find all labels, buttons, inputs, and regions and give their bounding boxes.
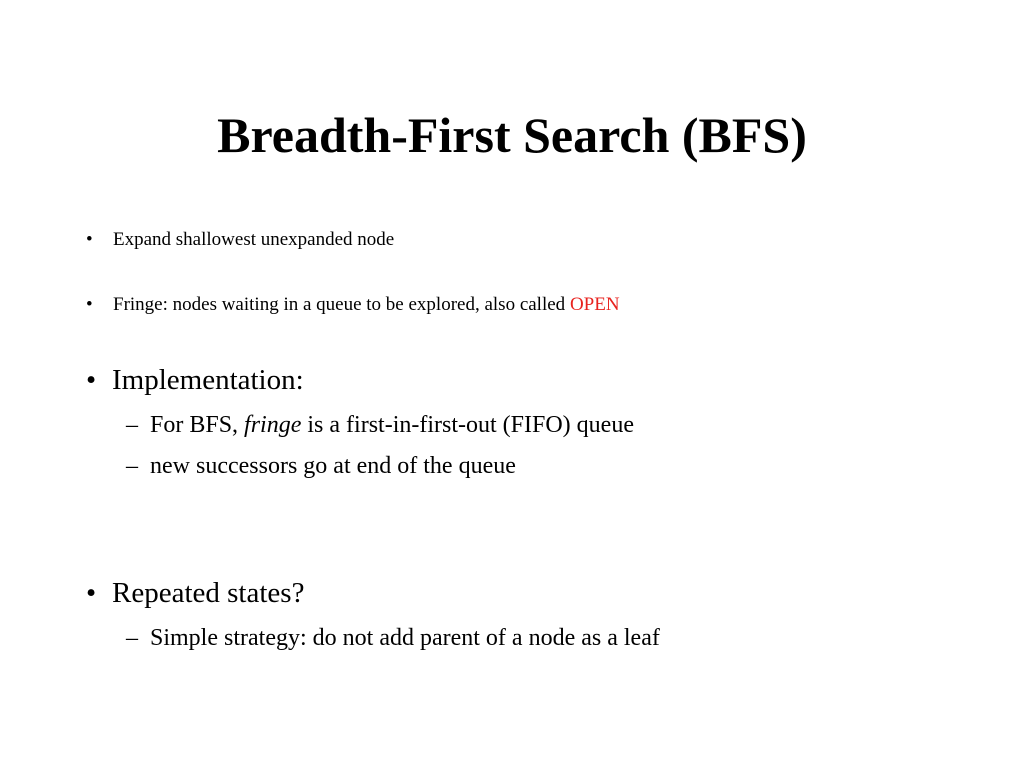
- sub-bullet-text: new successors go at end of the queue: [150, 453, 516, 479]
- slide-title: Breadth-First Search (BFS): [217, 107, 807, 163]
- bullet-item: [86, 294, 620, 316]
- sub-bullet-text: [150, 412, 634, 439]
- sub-bullet-item: [126, 453, 516, 480]
- bullet-text: Expand shallowest unexpanded node: [113, 229, 395, 250]
- bullet-item: [86, 229, 394, 251]
- bullet-text: [113, 294, 620, 316]
- bullet-text: Implementation:: [112, 364, 304, 396]
- sub-bullet-marker: –: [126, 412, 138, 438]
- highlighted-term: OPEN: [569, 294, 620, 315]
- sub-bullet-marker: –: [126, 625, 138, 651]
- bullet-marker: •: [86, 364, 97, 396]
- bullet-text-plain: Fringe: nodes waiting in a queue to be explored, also called: [113, 294, 570, 315]
- emphasized-term: fringe: [244, 412, 302, 438]
- sub-bullet-text-after: is a first-in-first-out (FIFO) queue: [301, 412, 634, 438]
- sub-bullet-item: [126, 412, 634, 439]
- sub-bullet-item: [126, 625, 660, 652]
- bullet-marker: •: [86, 294, 93, 315]
- bullet-item: [86, 577, 304, 610]
- sub-bullet-text-before: For BFS,: [150, 412, 245, 438]
- bullet-marker: •: [86, 577, 97, 609]
- bullet-marker: •: [86, 229, 93, 250]
- bullet-item: [86, 364, 304, 397]
- sub-bullet-text: Simple strategy: do not add parent of a node as a leaf: [150, 625, 660, 651]
- bullet-text: Repeated states?: [112, 577, 305, 609]
- sub-bullet-marker: –: [126, 453, 138, 479]
